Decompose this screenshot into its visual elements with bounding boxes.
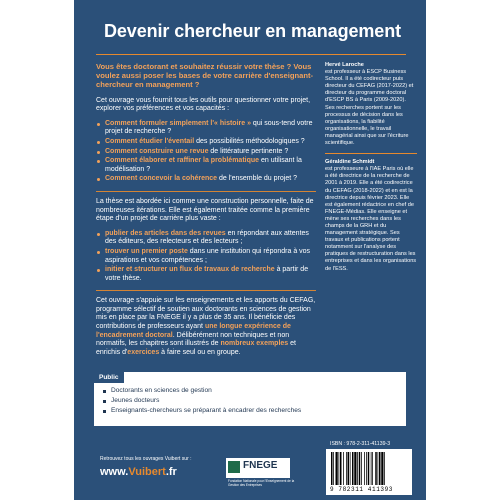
- bio-divider: [325, 153, 417, 154]
- list-item: publier des articles dans des revues en répondant aux attentes des éditeurs, des relecteurs et des lecteurs ;: [96, 230, 316, 247]
- audience-item: Jeunes docteurs: [103, 396, 301, 406]
- audience-item: Doctorants en sciences de gestion: [103, 386, 301, 396]
- barcode-icon: [331, 452, 407, 485]
- career-list: [96, 230, 316, 284]
- main-column: [96, 62, 316, 363]
- paragraph-3: Cet ouvrage s'appuie sur les enseignements et les apports du CEFAG, programme sélectif de soutien aux doctorants en sciences de gestion mis en place par la FNEGE il y a plus de 35 ans. Il bénéficie des contributions de professeurs ayant une longue expérience de l'encadrement doctoral. Délibérément non techniques et non normatifs, les chapitres sont illustrés de nombreux exemples et enrichis d'exercices à faire seul ou en groupe.: [96, 297, 316, 356]
- section-divider: [96, 191, 316, 192]
- audience-list: [103, 386, 301, 416]
- publisher-note: Retrouvez tous les ouvrages Vuibert sur :: [100, 456, 192, 462]
- barcode-number: 9 782311 411393: [330, 486, 394, 493]
- list-item: Comment élaborer et raffiner la problématique en utilisant la modélisation ?: [96, 157, 316, 174]
- list-item: Comment formuler simplement l'« histoire » qui sous-tend votre projet de recherche ?: [96, 120, 316, 137]
- fnege-mark-icon: [228, 461, 240, 473]
- audience-item: Enseignants-chercheurs se préparant à encadrer des recherches: [103, 406, 301, 416]
- book-title: Devenir chercheur en management: [104, 21, 402, 41]
- barcode: [326, 449, 412, 495]
- intro-text: Vous êtes doctorant et souhaitez réussir votre thèse ? Vous voulez aussi poser les bases de votre carrière d'enseignant-chercheur en management ?: [96, 62, 314, 90]
- question-list: [96, 120, 316, 184]
- author-bio-2: Géraldine Schmidt est professeure à l'IAE Paris où elle a été directrice de la recherche de 2001 à 2019. Elle a été codirectrice du CEFAG (2018-2022) et en est la directrice depuis février 2023. Elle est également rédactrice en chef de FNEGE-Médias. Elle enseigne et mène ses recherches dans les champs de la GRH et du management stratégique. Ses travaux et publications portent notamment sur l'analyse des pratiques de restructuration dans les entreprises et dans les organisations de l'ESS.: [325, 159, 417, 272]
- paragraph-1: Cet ouvrage vous fournit tous les outils pour questionner votre projet, explorer vos préférences et vos capacités :: [96, 96, 311, 113]
- author-name: Hervé Laroche: [325, 62, 364, 68]
- audience-label: Public: [94, 372, 124, 383]
- list-item: trouver un premier poste dans une institution qui répondra à vos aspirations et vos compétences ;: [96, 248, 316, 265]
- back-cover: [74, 0, 426, 500]
- list-item: Comment concevoir la cohérence de l'ensemble du projet ?: [96, 175, 316, 184]
- audience-box: [94, 372, 406, 426]
- paragraph-2: La thèse est abordée ici comme une construction personnelle, faite de nombreuses itérations. Elle est également traitée comme la première étape d'un projet de carrière plus vaste :: [96, 197, 314, 223]
- publisher-website[interactable]: www.Vuibert.fr: [100, 466, 177, 478]
- author-bio-1: Hervé Laroche est professeur à ESCP Business School. Il a été codirecteur puis directeur du CEFAG (2017-2022) et directeur du programme doctoral d'ESCP BS à Paris (2009-2020). Ses recherches portent sur les processus de décision dans les organisations, la fiabilité organisationnelle, le travail managérial ainsi que sur l'écriture scientifique.: [325, 62, 417, 147]
- list-item: Comment construire une revue de littérature pertinente ?: [96, 148, 316, 157]
- isbn: ISBN : 978-2-311-41139-3: [330, 441, 391, 447]
- fnege-subtitle: Fondation Nationale pour l'Enseignement de la Gestion des Entreprises: [228, 479, 295, 487]
- title-divider: [96, 54, 406, 55]
- author-bios: [325, 62, 417, 279]
- fnege-logo: FNEGE Fondation Nationale pour l'Enseignement de la Gestion des Entreprises: [226, 458, 290, 478]
- section-divider: [96, 290, 316, 291]
- list-item: Comment étudier l'éventail des possibilités méthodologiques ?: [96, 138, 316, 147]
- footer: [74, 440, 426, 500]
- author-name: Géraldine Schmidt: [325, 159, 375, 166]
- list-item: initier et structurer un flux de travaux de recherche à partir de votre thèse.: [96, 266, 316, 283]
